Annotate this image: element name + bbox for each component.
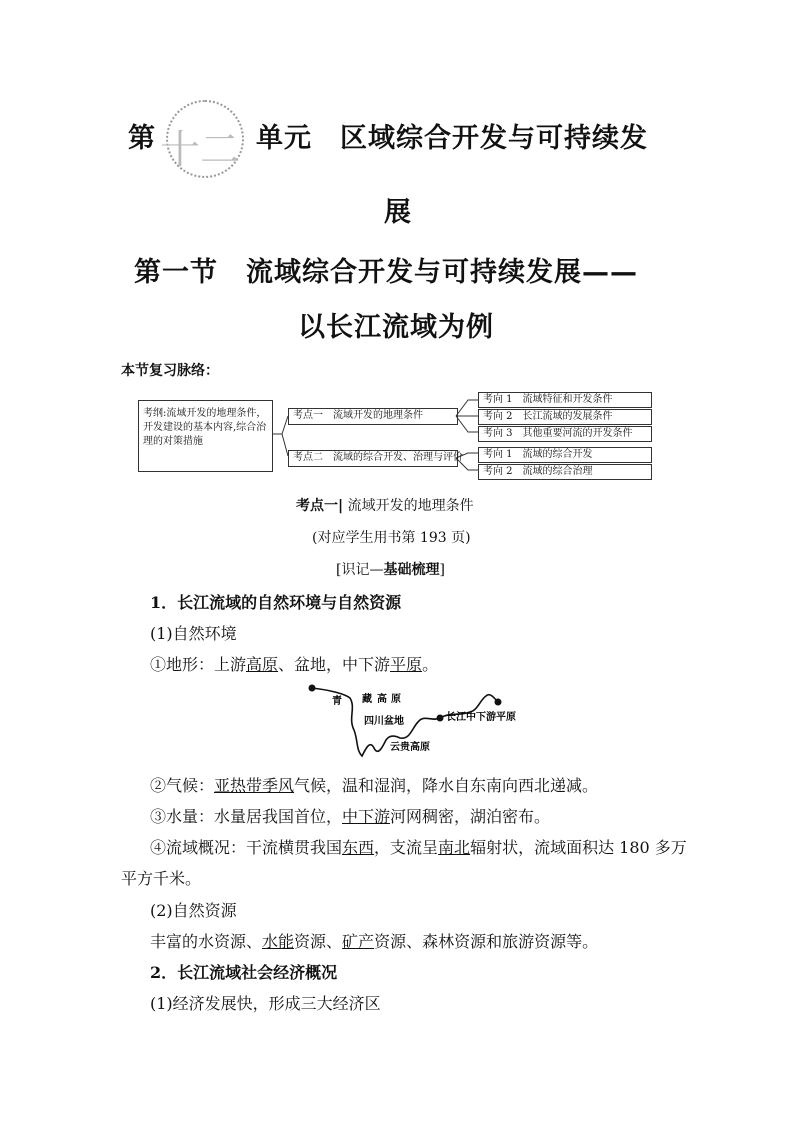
text: 资源、森林资源和旅游资源等。 xyxy=(374,932,599,951)
map-label: 四川盆地 xyxy=(364,716,404,727)
resources-line xyxy=(150,929,598,952)
map-label: 原 xyxy=(391,694,401,705)
mouth-dot xyxy=(495,699,502,706)
outline-k2-item: 考向 2 流域的综合治理 xyxy=(478,464,652,480)
outline-syllabus-box: 考纲:流域开发的地理条件，开发建设的基本内容,综合治理的对策措施 xyxy=(138,400,273,472)
climate-line xyxy=(150,773,598,796)
map-label: 长江中下游平原 xyxy=(446,712,516,723)
outline-k1-item: 考向 3 其他重要河流的开发条件 xyxy=(478,426,652,442)
answer-blank: 高原 xyxy=(246,655,279,674)
answer-blank: 亚热带季风 xyxy=(214,776,295,795)
heading-2-1: (1)经济发展快，形成三大经济区 xyxy=(150,994,381,1013)
unit-suffix: 单元 区域综合开发与可持续发 xyxy=(256,123,648,154)
answer-blank: 东西 xyxy=(342,838,375,857)
text: ④流域概况：干流横贯我国 xyxy=(150,838,343,857)
section-tag xyxy=(336,559,445,579)
yangtze-profile-map xyxy=(300,678,530,768)
unit-title-line2: 展 xyxy=(384,197,412,228)
text: 辐射状，流域面积达 180 多万 xyxy=(470,838,687,857)
book-ref: (对应学生用书第 193 页) xyxy=(312,530,471,546)
text: 河网稠密，湖泊密布。 xyxy=(390,807,551,826)
map-label: 藏 xyxy=(362,694,372,705)
outline-k1-item: 考向 2 长江流域的发展条件 xyxy=(478,409,652,425)
map-label: 高 xyxy=(377,694,387,705)
answer-blank: 中下游 xyxy=(342,807,391,826)
answer-blank: 矿产 xyxy=(342,932,375,951)
outline-kaodian-2: 考点二 流域的综合开发、治理与评价 xyxy=(288,450,458,467)
text: 资源、 xyxy=(294,932,343,951)
section-title-line2: 以长江流域为例 xyxy=(298,312,494,343)
heading-2: 2．长江流域社会经济概况 xyxy=(150,963,338,982)
map-label: 青 xyxy=(332,696,342,707)
text: 。 xyxy=(422,655,439,674)
tag-post: ] xyxy=(439,562,445,578)
kaodian-label: 考点一 xyxy=(296,498,338,514)
tag-bold: 基础梳理 xyxy=(383,562,440,578)
tag-pre: [识记— xyxy=(336,562,384,578)
text: ②气候： xyxy=(150,776,215,795)
water-line xyxy=(150,804,550,827)
outline-k2-item: 考向 1 流域的综合开发 xyxy=(478,447,652,463)
basin-line-2: 平方千米。 xyxy=(121,869,202,888)
text: ①地形：上游 xyxy=(150,655,247,674)
text: ③水量：水量居我国首位， xyxy=(150,807,343,826)
heading-1: 1．长江流域的自然环境与自然资源 xyxy=(150,593,402,612)
unit-prefix: 第 xyxy=(128,123,156,154)
text: ，支流呈 xyxy=(374,838,439,857)
text: 、盆地，中下游 xyxy=(278,655,391,674)
map-label: 云贵高原 xyxy=(390,742,430,753)
basin-line xyxy=(150,835,687,858)
text: 丰富的水资源、 xyxy=(150,932,263,951)
outline-heading: 本节复习脉络： xyxy=(121,363,219,379)
answer-blank: 水能 xyxy=(262,932,295,951)
section-title: 第一节 流域综合开发与可持续发展—— xyxy=(134,257,638,288)
kaodian-title: 流域开发的地理条件 xyxy=(347,498,474,514)
plain-dot xyxy=(437,715,444,722)
outline-k1-item: 考向 1 流域特征和开发条件 xyxy=(478,392,652,408)
answer-blank: 平原 xyxy=(390,655,423,674)
answer-blank: 南北 xyxy=(438,838,471,857)
unit-number: 十二 xyxy=(160,127,240,173)
heading-1-2: (2)自然资源 xyxy=(150,901,237,920)
heading-1-1: (1)自然环境 xyxy=(150,624,237,643)
kaodian-heading: 考点一| 流域开发的地理条件 xyxy=(296,498,474,514)
outline-kaodian-1: 考点一 流域开发的地理条件 xyxy=(288,408,458,425)
text: 气候，温和湿润，降水自东南向西北递减。 xyxy=(294,776,599,795)
terrain-line xyxy=(150,652,438,675)
source-dot xyxy=(309,685,316,692)
